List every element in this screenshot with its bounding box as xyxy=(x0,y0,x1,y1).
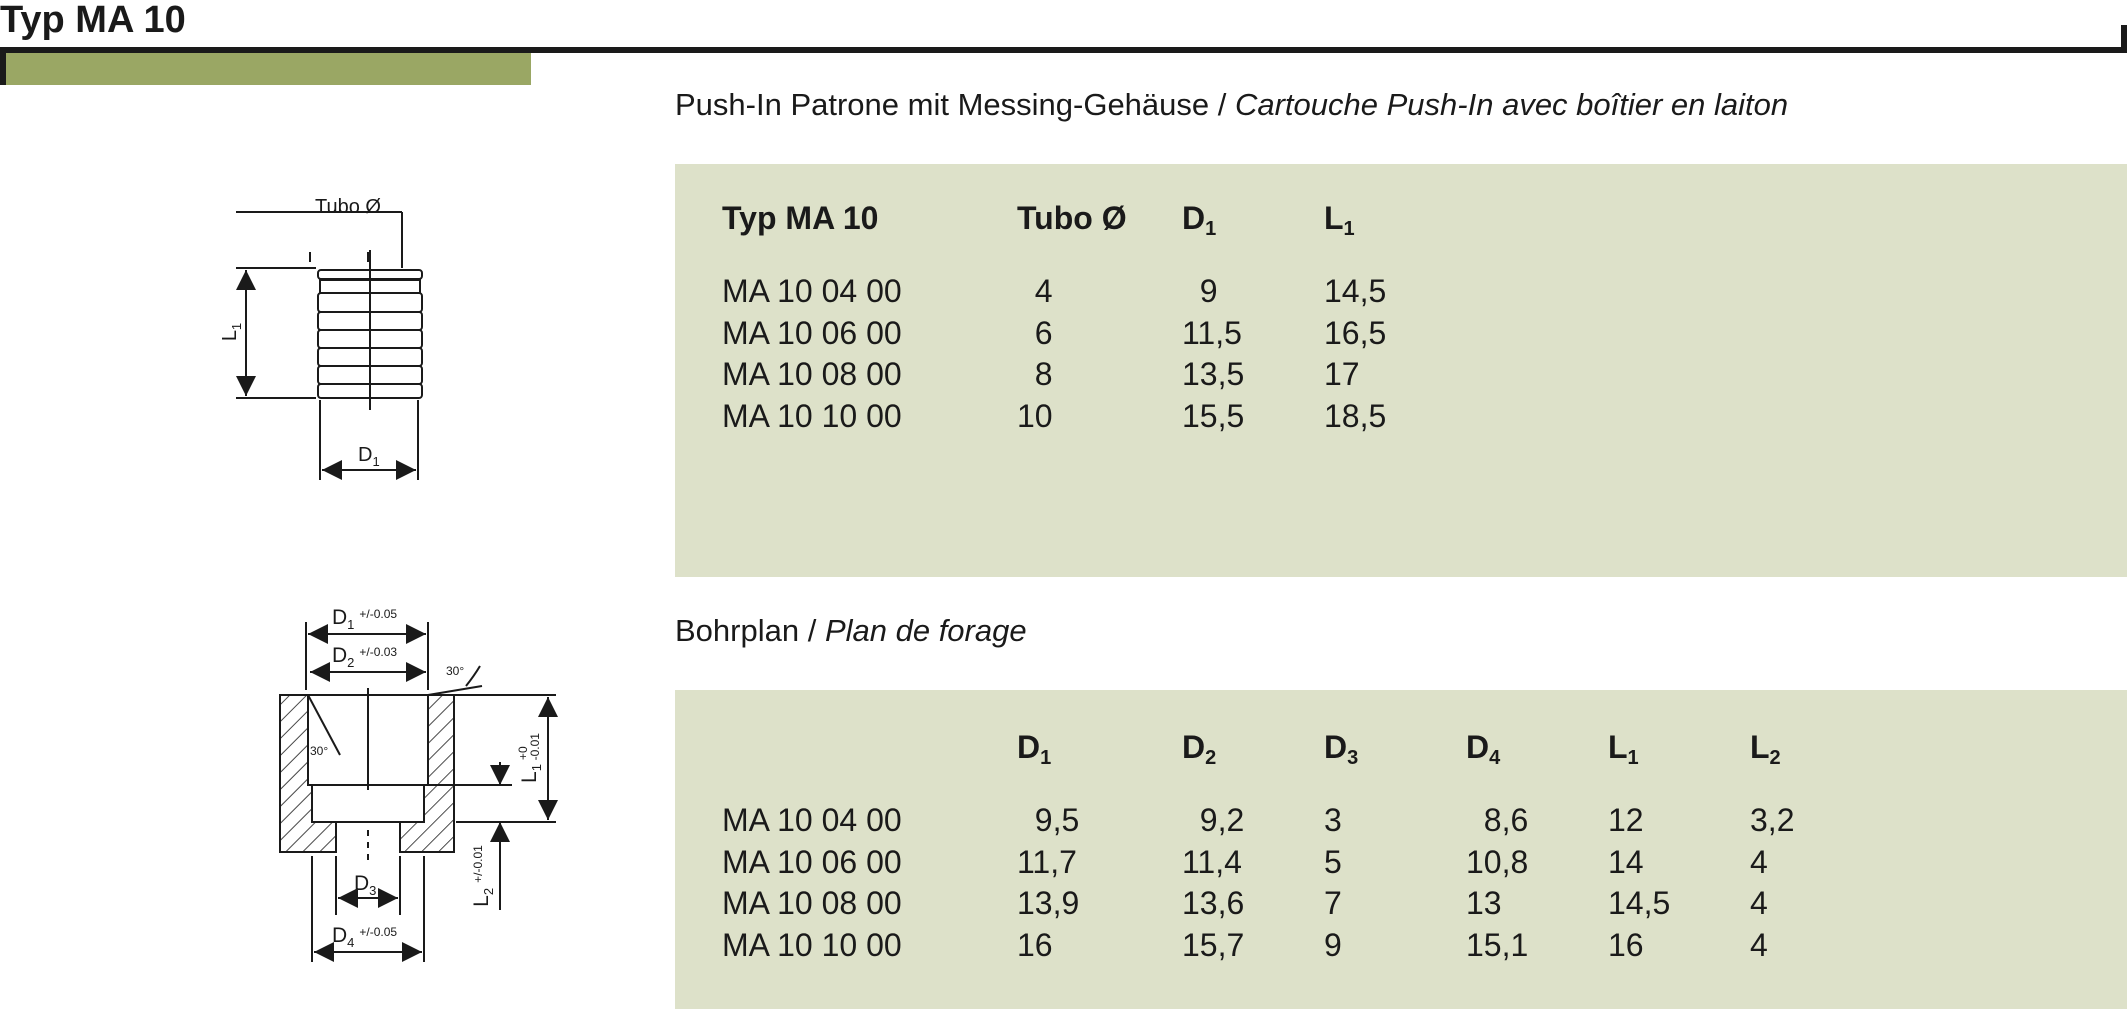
length-label: $L_1$ xyxy=(219,322,244,342)
table-cell: 14 xyxy=(1608,843,1644,880)
drilling-plan-drawing xyxy=(200,600,570,970)
table-cell: 10 xyxy=(1017,397,1053,434)
table-cell: 5 xyxy=(1324,843,1342,880)
column-header: Typ MA 10 xyxy=(722,199,879,236)
table-cell: MA 10 10 00 xyxy=(722,397,902,434)
drilling-section-heading xyxy=(675,613,1027,649)
cartridge-heading-de: Push-In Patrone mit Messing-Gehäuse / xyxy=(675,87,1235,122)
column-header: $D_4$ xyxy=(1466,728,1501,769)
spacer-row xyxy=(722,251,1474,271)
table-row xyxy=(722,313,1474,355)
angle-top-label: 30° xyxy=(446,664,465,678)
table-cell: 14,5 xyxy=(1608,885,1671,922)
l1-tolerance-label: $L_1^{+0}-0.01$ xyxy=(516,733,544,783)
table-cell: 11,4 xyxy=(1182,843,1242,880)
table-cell: 16 xyxy=(1608,926,1644,963)
column-header: $D_1$ xyxy=(1017,728,1052,769)
drilling-heading-fr: Plan de forage xyxy=(824,613,1027,648)
table-cell: 3,2 xyxy=(1750,802,1795,839)
d3-label: $D_3$ xyxy=(354,872,377,898)
column-header: $D_3$ xyxy=(1324,728,1359,769)
column-header: $D_1$ xyxy=(1182,199,1217,240)
table-cell: 13,9 xyxy=(1017,885,1080,922)
d1-tolerance-label: $D_1^{+/-0.05}$ xyxy=(332,606,398,632)
table-cell: MA 10 06 00 xyxy=(722,843,902,880)
column-header: Tubo Ø xyxy=(1017,199,1127,236)
cartridge-section-heading xyxy=(675,87,1788,123)
cartridge-drawing xyxy=(200,185,460,485)
table-cell: 13 xyxy=(1466,885,1502,922)
table-cell: MA 10 10 00 xyxy=(722,926,902,963)
table-cell: 4 xyxy=(1750,885,1768,922)
page-title: Typ MA 10 xyxy=(0,0,186,41)
table-cell: 17 xyxy=(1324,356,1360,393)
angle-inner-label: 30° xyxy=(310,744,329,758)
table-cell: 3 xyxy=(1324,802,1342,839)
table-row xyxy=(722,842,1870,884)
table-cell: 16,5 xyxy=(1324,314,1387,351)
table-cell: 16 xyxy=(1017,926,1053,963)
table-row xyxy=(722,883,1870,925)
table-cell: 6 xyxy=(1017,314,1053,351)
column-header: $L_2$ xyxy=(1750,728,1781,769)
table-cell: 4 xyxy=(1017,273,1053,310)
table-cell: 9,5 xyxy=(1017,802,1080,839)
table-cell: 9 xyxy=(1324,926,1342,963)
cartridge-header-row xyxy=(722,189,1474,251)
cartridge-table-panel xyxy=(675,164,2127,577)
table-cell: 11,7 xyxy=(1017,843,1077,880)
diameter-label: $D_1$ xyxy=(358,444,380,469)
table-cell: MA 10 08 00 xyxy=(722,885,902,922)
title-rule-right-tick xyxy=(2121,25,2127,53)
table-cell: 10,8 xyxy=(1466,843,1529,880)
table-row xyxy=(722,354,1474,396)
column-header xyxy=(722,718,1017,780)
d4-tolerance-label: $D_4^{+/-0.05}$ xyxy=(332,924,398,950)
table-cell: 8,6 xyxy=(1466,802,1529,839)
table-cell: 18,5 xyxy=(1324,397,1387,434)
column-header: $L_1$ xyxy=(1324,199,1355,240)
table-cell: 4 xyxy=(1750,843,1768,880)
table-cell: 8 xyxy=(1017,356,1053,393)
table-cell: 9,2 xyxy=(1182,802,1245,839)
table-cell: 13,6 xyxy=(1182,885,1245,922)
drilling-table-panel xyxy=(675,690,2127,1009)
table-cell: 9 xyxy=(1182,273,1218,310)
cartridge-heading-fr: Cartouche Push-In avec boîtier en laiton xyxy=(1234,87,1789,122)
table-row xyxy=(722,925,1870,967)
drilling-heading-de: Bohrplan / xyxy=(675,613,825,648)
table-cell: 14,5 xyxy=(1324,273,1387,310)
column-header: $L_1$ xyxy=(1608,728,1639,769)
table-cell: 13,5 xyxy=(1182,356,1245,393)
spacer-row xyxy=(722,780,1870,800)
accent-bar xyxy=(6,53,531,85)
column-header: $D_2$ xyxy=(1182,728,1217,769)
table-cell: 11,5 xyxy=(1182,314,1242,351)
table-cell: MA 10 04 00 xyxy=(722,273,902,310)
table-cell: 15,1 xyxy=(1466,926,1529,963)
table-cell: MA 10 06 00 xyxy=(722,314,902,351)
table-cell: MA 10 04 00 xyxy=(722,802,902,839)
table-row xyxy=(722,271,1474,313)
table-row xyxy=(722,396,1474,438)
table-cell: 4 xyxy=(1750,926,1768,963)
table-cell: 7 xyxy=(1324,885,1342,922)
l2-tolerance-label: $L_2^{+/-0.01}$ xyxy=(470,845,496,907)
table-cell: MA 10 08 00 xyxy=(722,356,902,393)
d2-tolerance-label: $D_2^{+/-0.03}$ xyxy=(332,644,398,670)
table-cell: 12 xyxy=(1608,802,1644,839)
cartridge-table xyxy=(722,189,1474,437)
table-row xyxy=(722,800,1870,842)
drilling-table xyxy=(722,718,1870,966)
drilling-header-row xyxy=(722,718,1870,780)
tube-label: Tubo Ø xyxy=(315,196,381,218)
table-cell: 15,5 xyxy=(1182,397,1245,434)
table-cell: 15,7 xyxy=(1182,926,1245,963)
